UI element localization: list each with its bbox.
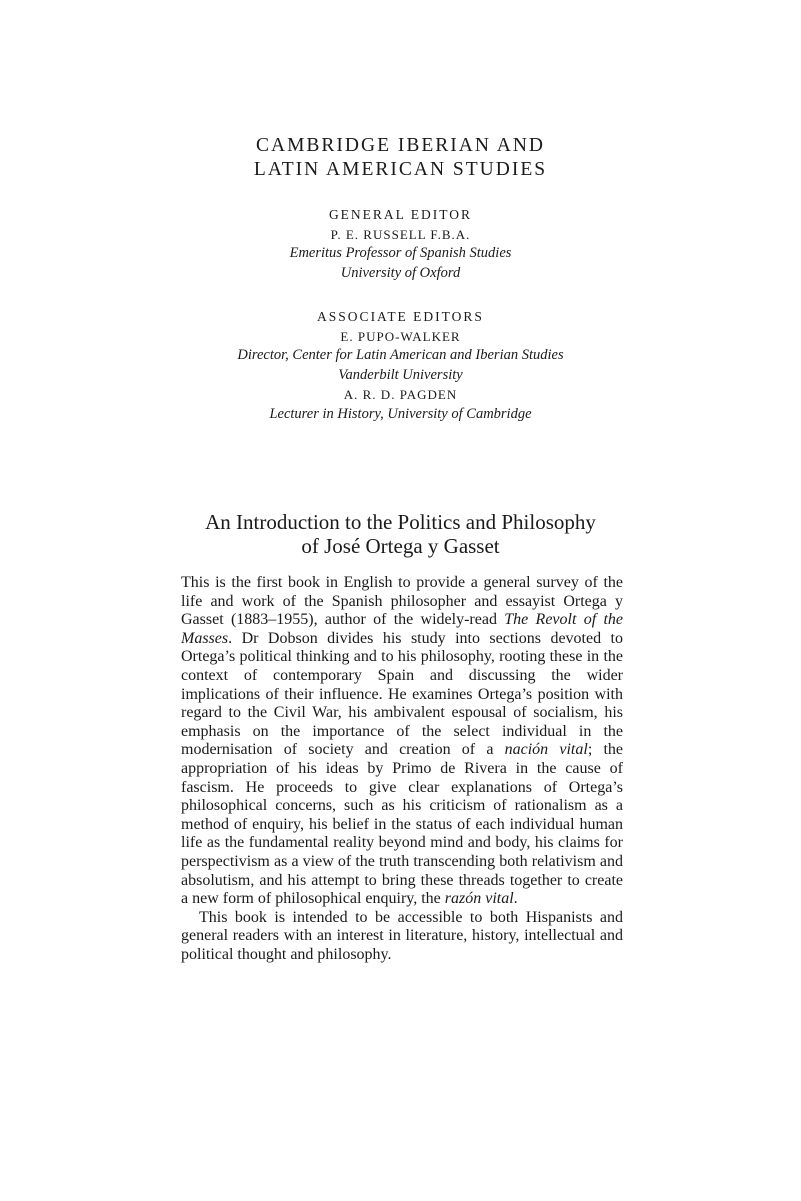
general-editor-heading: GENERAL EDITOR — [328, 207, 473, 222]
associate-editor-1-role: Director, Center for Latin American and Iberian Studies — [237, 347, 564, 363]
cited-book-title: The Revolt of the Masses — [181, 611, 623, 647]
series-title-line-1: CAMBRIDGE IBERIAN AND — [255, 135, 545, 156]
general-editor-role: Emeritus Professor of Spanish Studies — [289, 245, 512, 261]
description-text: This is the first book in English to provide a general survey of the life and work of the Spanish philosopher and essayist Ortega y Gasset (1883–1955), author of the widely-read — [181, 574, 623, 629]
associate-editors-block — [0, 307, 801, 424]
italic-term: razón vital — [444, 890, 514, 908]
general-editor-block — [0, 205, 801, 283]
series-title — [0, 134, 801, 182]
series-title-line-2: LATIN AMERICAN STUDIES — [253, 159, 548, 180]
associate-editor-1-name: E. PUPO-WALKER — [340, 328, 461, 344]
general-editor-institution: University of Oxford — [340, 264, 461, 281]
book-title-line-1: An Introduction to the Politics and Philosophy — [205, 510, 596, 534]
associate-editor-2-role: Lecturer in History, University of Cambridge — [269, 405, 532, 422]
description-text: ; the appropriation of his ideas by Primo de Rivera in the cause of fascism. He proceeds to give clear explanations of Ortega’s philosophical concerns, such as his criticism of rationalism as a method of enquiry, his belief in the status of each individual human life as the fundamental reality beyond mind and body, his claims for perspectivism as a view of the truth transcending both relativism and absolutism, and his attempt to bring these threads together to create a new form of philosophical enquiry, the — [181, 741, 624, 908]
book-description — [181, 574, 623, 964]
general-editor-name: P. E. RUSSELL F.B.A. — [330, 226, 471, 242]
associate-editor-2-name: A. R. D. PAGDEN — [343, 387, 458, 402]
description-text: . — [513, 890, 518, 908]
description-paragraph-2: This book is intended to be accessible to both Hispanists and general readers with an interest in literature, history, intellectual and political thought and philosophy. — [181, 908, 623, 963]
description-text: . Dr Dobson divides his study into sections devoted to Ortega’s political thinking and to his philosophy, rooting these in the context of contemporary Spain and discussing the wider implications of their influence. He examines Ortega’s position with regard to the Civil War, his ambivalent espousal of socialism, his emphasis on the importance of the select individual in the modernisation of society and creation of a — [181, 629, 623, 759]
book-title — [0, 510, 801, 558]
associate-editors-heading: ASSOCIATE EDITORS — [317, 309, 484, 324]
description-paragraph-1 — [181, 574, 623, 909]
associate-editor-1-institution: Vanderbilt University — [338, 366, 463, 383]
book-title-line-2: of José Ortega y Gasset — [301, 534, 500, 558]
italic-term: nación vital — [504, 741, 588, 759]
